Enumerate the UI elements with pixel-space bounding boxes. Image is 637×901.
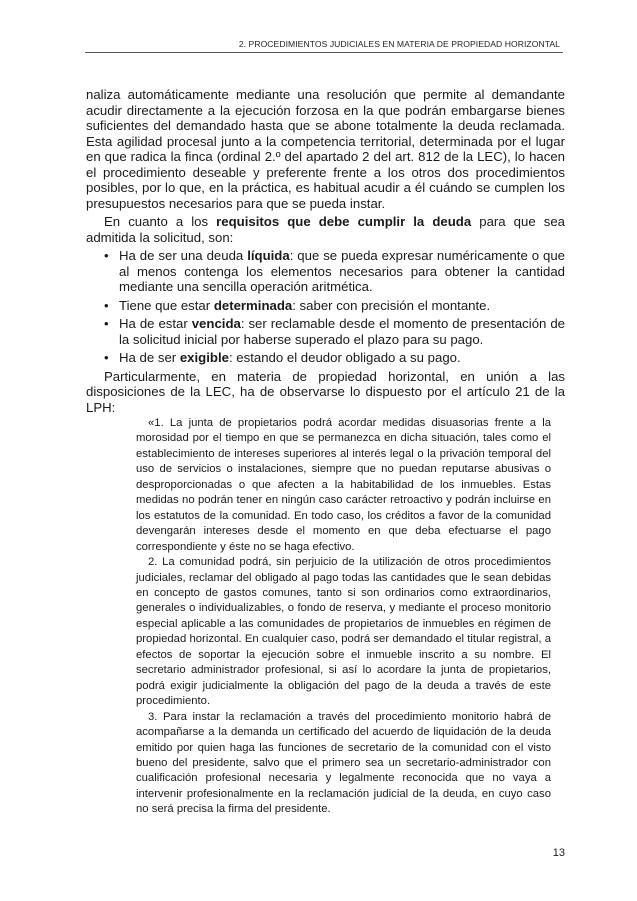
bullet-icon: •	[104, 248, 109, 263]
list-item: • Ha de ser exigible: estando el deudor obligado a su pago.	[104, 350, 461, 365]
bold-requisitos: requisitos que debe cumplir la deuda	[216, 214, 472, 229]
body-text	[86, 87, 565, 415]
paragraph-continuation: naliza automáticamente mediante una resolución que permite al demandante acudir directamente a la ejecución forzosa en la que podrán embargarse bienes suficientes del demandado hasta que se abone totalmente la deuda reclamada. Esta agilidad procesal junto a la competencia territorial, determinada por el lugar en que radica la finca (ordinal 2.º del apartado 2 del art. 812 de la LEC), lo hacen el procedimiento deseable y preferente frente a los otros dos procedimientos posibles, por lo que, en la práctica, es habitual acudir a él cuándo se cumplen los presupuestos necesarios para que se pueda instar.	[86, 87, 565, 211]
bullet-icon: •	[104, 350, 109, 365]
list-item: • Tiene que estar determinada: saber con precisión el montante.	[104, 297, 491, 313]
quote-paragraph-3: 3. Para instar la reclamación a través del procedimiento monitorio habrá de acompañarse a la demanda un certificado del acuerdo de liquidación de la deuda emitido por quien haga las funciones de secretario de la comunidad con el visto bueno del presidente, salvo que el primero sea un secretario-administrador con cualificación profesional necesaria y legalmente reconocida que no vaya a intervenir profesionalmente en la reclamación judicial de la deuda, en cuyo caso no será precisa la firma del presidente.	[136, 710, 551, 816]
list-item: • Ha de ser una deuda líquida: que se pueda expresar numéricamente o que al menos contenga los elementos necesarios para obtener la cantidad mediante una sencilla operación aritmética.	[104, 248, 566, 294]
page-number: 13	[552, 847, 565, 859]
bullet-icon: •	[104, 297, 109, 313]
bullet-icon: •	[104, 316, 109, 331]
quote-paragraph-1: «1. La junta de propietarios podrá acordar medidas disuasorias frente a la morosidad por el tiempo en que se permanezca en dicha situación, tales como el establecimiento de intereses superiores al interés legal o la privación temporal del uso de servicios o instalaciones, siempre que no puedan reputarse abusivas o desproporcionadas o que afecten a la habitabilidad de los inmuebles. Estas medidas no podrán tener en ningún caso carácter retroactivo y podrán incluirse en los estatutos de la comunidad. En todo caso, los créditos a favor de la comunidad devengarán intereses desde el momento en que deba efectuarse el pago correspondiente y éste no se haga efectivo.	[136, 417, 551, 553]
paragraph-requisitos: En cuanto a los requisitos que debe cumplir la deuda para que sea admitida la solicitud, son:	[86, 214, 566, 245]
header-rule	[85, 52, 563, 53]
paragraph-lph-intro: Particularmente, en materia de propiedad horizontal, en unión a las disposiciones de la LEC, ha de observarse lo dispuesto por el artículo 21 de la LPH:	[86, 368, 565, 415]
legal-quote	[136, 416, 551, 818]
requirements-list	[86, 248, 565, 366]
running-header: 2. PROCEDIMIENTOS JUDICIALES EN MATERIA DE PROPIEDAD HORIZONTAL	[238, 39, 560, 49]
list-item: • Ha de estar vencida: ser reclamable desde el momento de presentación de la solicitud inicial por haberse superado el plazo para su pago.	[104, 316, 565, 347]
quote-paragraph-2: 2. La comunidad podrá, sin perjuicio de la utilización de otros procedimientos judiciales, reclamar del obligado al pago todas las cantidades que le sean debidas en concepto de gastos comunes, tanto si son ordinarios como extraordinarios, generales o individualizables, o fondo de reserva, y mediante el proceso monitorio especial aplicable a las comunidades de propietarios de inmuebles en régimen de propiedad horizontal. En cualquier caso, podrá ser demandado el titular registral, a efectos de soportar la ejecución sobre el inmueble inscrito a su nombre. El secretario administrador profesional, si así lo acordare la junta de propietarios, podrá exigir judicialmente la obligación del pago de la deuda a través de este procedimiento.	[136, 556, 551, 708]
